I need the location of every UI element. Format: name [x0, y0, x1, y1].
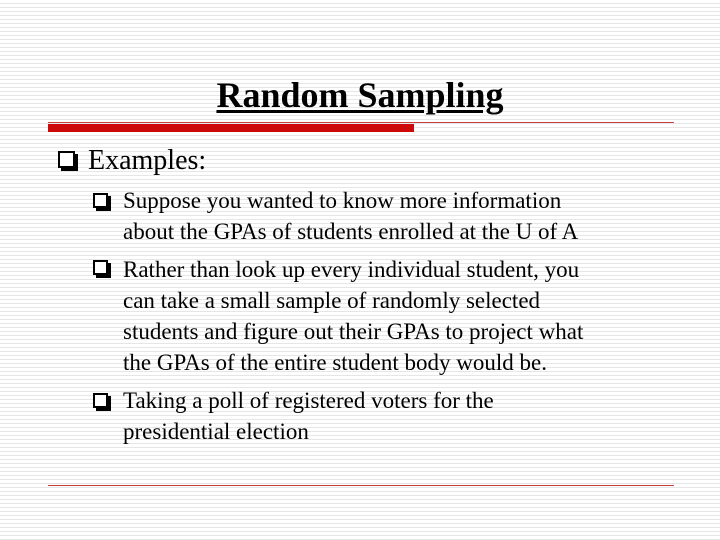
square-bullet-icon — [93, 260, 108, 275]
bullet-2-line-1: Rather than look up every individual student, you — [123, 257, 580, 282]
square-bullet-icon — [93, 393, 108, 408]
title-rule-thin — [48, 122, 674, 123]
bullet-1-line-2: about the GPAs of students enrolled at the U of A — [123, 219, 579, 244]
square-bullet-icon — [93, 193, 108, 208]
bullet-2-line-4: the GPAs of the entire student body would be. — [123, 350, 547, 375]
bullet-2-line-2: can take a small sample of randomly selected — [123, 288, 541, 313]
bullet-2-line-3: students and figure out their GPAs to project what — [123, 319, 584, 344]
bullet-3-line-2: presidential election — [123, 419, 309, 444]
footer-rule — [48, 485, 674, 486]
title-rule-accent — [48, 124, 414, 132]
square-bullet-icon — [58, 151, 75, 168]
slide-title: Random Sampling — [216, 75, 504, 115]
bullet-1-line-1: Suppose you wanted to know more information — [123, 188, 562, 213]
examples-heading: Examples: — [88, 145, 207, 176]
bullet-3-line-1: Taking a poll of registered voters for the — [123, 388, 494, 413]
